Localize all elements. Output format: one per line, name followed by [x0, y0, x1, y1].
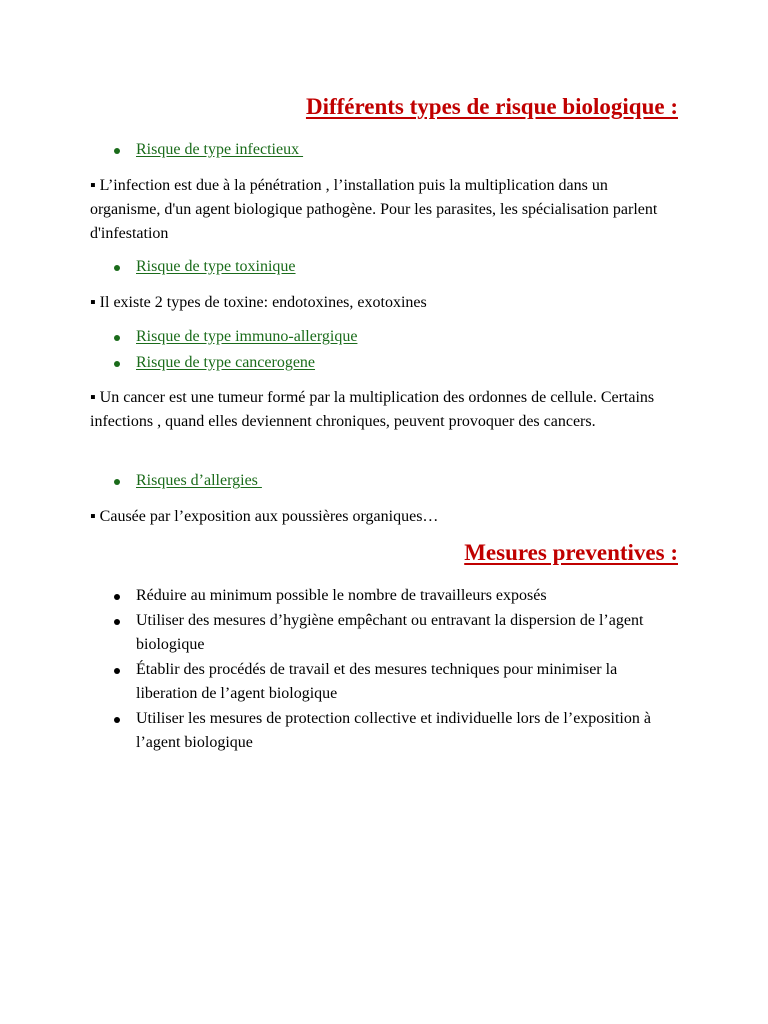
measure-text: Réduire au minimum possible le nombre de travailleurs exposés	[136, 587, 547, 604]
heading-risk-types: Différents types de risque biologique :	[305, 94, 678, 119]
risk-link-toxinique[interactable]: Risque de type toxinique	[136, 258, 296, 275]
bullet-icon	[114, 361, 120, 367]
risk-link-immuno[interactable]: Risque de type immuno-allergique	[136, 328, 358, 345]
risk-link-cancerogene[interactable]: Risque de type cancerogene	[136, 354, 316, 371]
bullet-icon	[114, 619, 120, 625]
list-item	[112, 584, 672, 608]
bullet-icon	[114, 717, 120, 723]
toxin-description: ▪ Il existe 2 types de toxine: endotoxines, exotoxines	[90, 294, 427, 311]
list-item	[112, 658, 672, 706]
risk-link-allergies[interactable]: Risques d’allergies	[136, 472, 262, 489]
bullet-icon	[114, 265, 120, 271]
bullet-icon	[114, 335, 120, 341]
measure-text: Établir des procédés de travail et des mesures techniques pour minimiser la liberation de l’agent biologique	[136, 661, 618, 702]
list-item	[112, 707, 672, 755]
measure-text: Utiliser des mesures d’hygiène empêchant ou entravant la dispersion de l’agent biologique	[136, 612, 644, 653]
preventive-measures-list	[112, 584, 672, 756]
heading-mesures: Mesures preventives :	[464, 540, 678, 565]
bullet-icon	[114, 148, 120, 154]
bullet-icon	[114, 594, 120, 600]
bullet-icon	[114, 479, 120, 485]
bullet-icon	[114, 668, 120, 674]
infection-description: ▪ L’infection est due à la pénétration , l’installation puis la multiplication dans un organisme, d'un agent biologique pathogène. Pour les parasites, les spécialisation parlent d'infestation	[90, 177, 658, 242]
risk-link-infectieux[interactable]: Risque de type infectieux	[136, 141, 304, 158]
allergies-description: ▪ Causée par l’exposition aux poussières organiques…	[90, 508, 439, 525]
cancer-description: ▪ Un cancer est une tumeur formé par la multiplication des ordonnes de cellule. Certains infections , quand elles deviennent chroniques, peuvent provoquer des cancers.	[90, 389, 655, 430]
measure-text: Utiliser les mesures de protection collective et individuelle lors de l’exposition à l’agent biologique	[136, 710, 651, 751]
list-item	[112, 609, 672, 657]
